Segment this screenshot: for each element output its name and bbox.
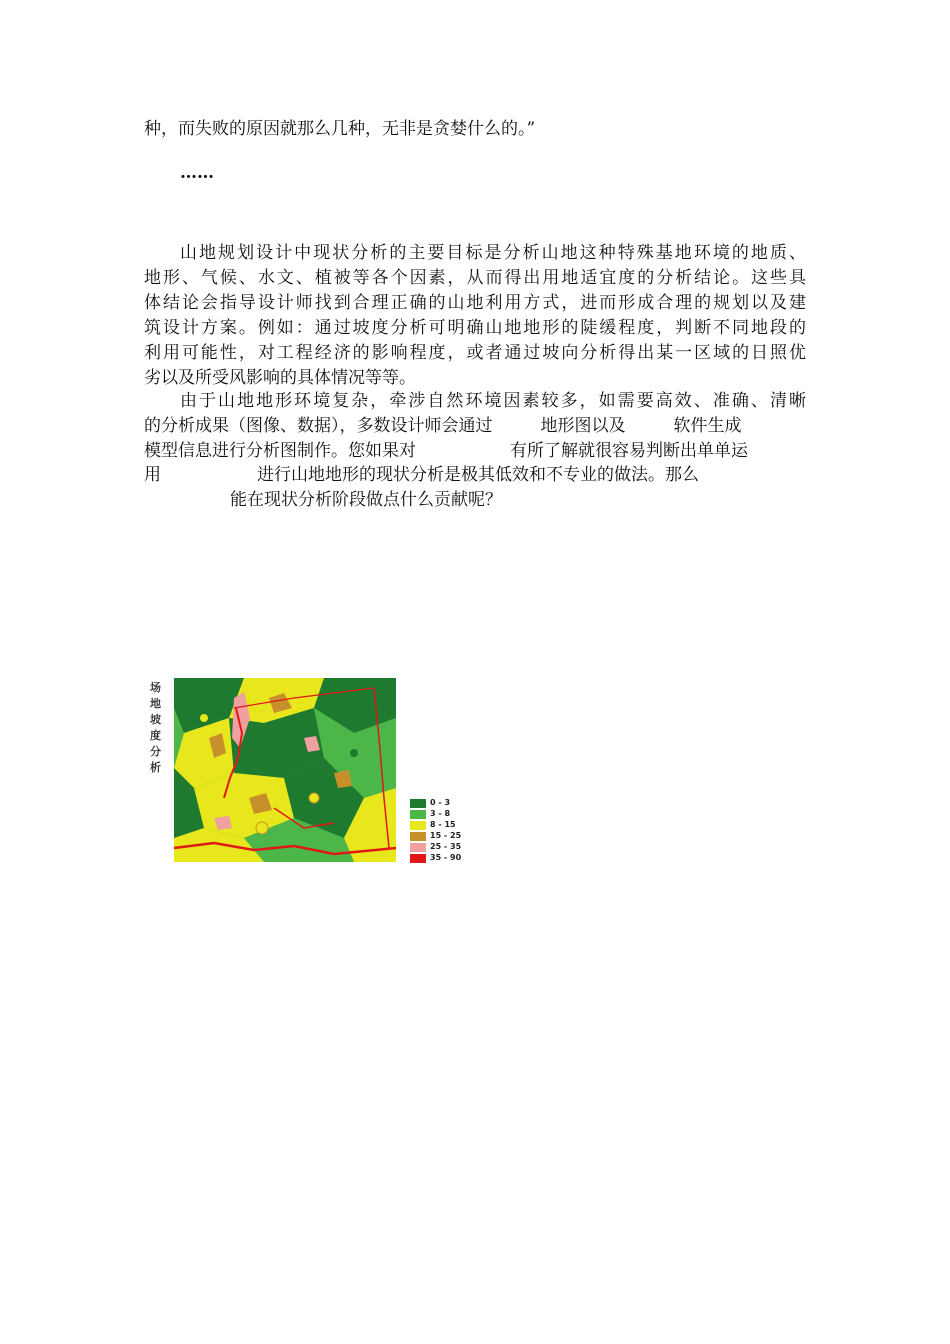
legend-item [410,831,470,841]
intro-line-1: 种，而失败的原因就那么几种，无非是贪婪什么的。” [144,119,536,139]
legend-item [410,809,470,819]
legend-label: 35 - 90 [430,853,462,862]
para2-line-5: 能在现状分析阶段做点什么贡献呢？ [230,490,502,510]
legend-label: 15 - 25 [430,831,462,840]
legend-swatch [410,832,426,841]
slope-map-image [174,678,396,862]
para2-line-2-part-1: 的分析成果（图像、数据），多数设计师会通过 [144,416,493,436]
para1-line-3: 体结论会指导设计师找到合理正确的山地利用方式，进而形成合理的规划以及建 [144,293,806,313]
legend-swatch [410,854,426,863]
para2-line-1: 由于山地地形环境复杂，牵涉自然环境因素较多，如需要高效、准确、清晰 [180,391,806,411]
slope-analysis-figure [148,676,468,866]
figure-title: 场地坡度分析 [150,681,161,774]
legend-label: 25 - 35 [430,842,462,851]
para1-line-4: 筑设计方案。例如：通过坡度分析可明确山地地形的陡缓程度，判断不同地段的 [144,318,806,338]
legend-swatch [410,799,426,808]
para2-line-3 [144,438,806,464]
legend-swatch [410,821,426,830]
slope-legend [410,798,470,864]
legend-item [410,798,470,808]
para1-line-5: 利用可能性，对工程经济的影响程度，或者通过坡向分析得出某一区域的日照优 [144,343,806,363]
para2-line-4 [144,462,806,488]
para2-line-3-part-1: 模型信息进行分析图制作。您如果对 [144,441,416,461]
para2-line-4-part-1: 用 [144,465,161,485]
para2-line-2-part-3: 软件生成 [673,416,742,436]
legend-swatch [410,810,426,819]
legend-label: 0 - 3 [430,798,451,807]
para1-line-2: 地形、气候、水文、植被等各个因素，从而得出用地适宜度的分析结论。这些具 [144,268,806,288]
ellipsis-line: …… [180,163,214,183]
para2-line-4-part-2: 进行山地地形的现状分析是极其低效和不专业的做法。那么 [257,465,699,485]
para2-line-2-part-2: 地形图以及 [540,416,626,436]
para1-line-6: 劣以及所受风影响的具体情况等等。 [144,368,416,388]
legend-item [410,853,470,863]
legend-label: 8 - 15 [430,820,456,829]
legend-item [410,820,470,830]
para1-line-1: 山地规划设计中现状分析的主要目标是分析山地这种特殊基地环境的地质、 [180,243,806,263]
legend-item [410,842,470,852]
legend-swatch [410,843,426,852]
legend-label: 3 - 8 [430,809,451,818]
para2-line-2 [144,413,806,439]
para2-line-3-part-2: 有所了解就很容易判断出单单运 [510,441,748,461]
